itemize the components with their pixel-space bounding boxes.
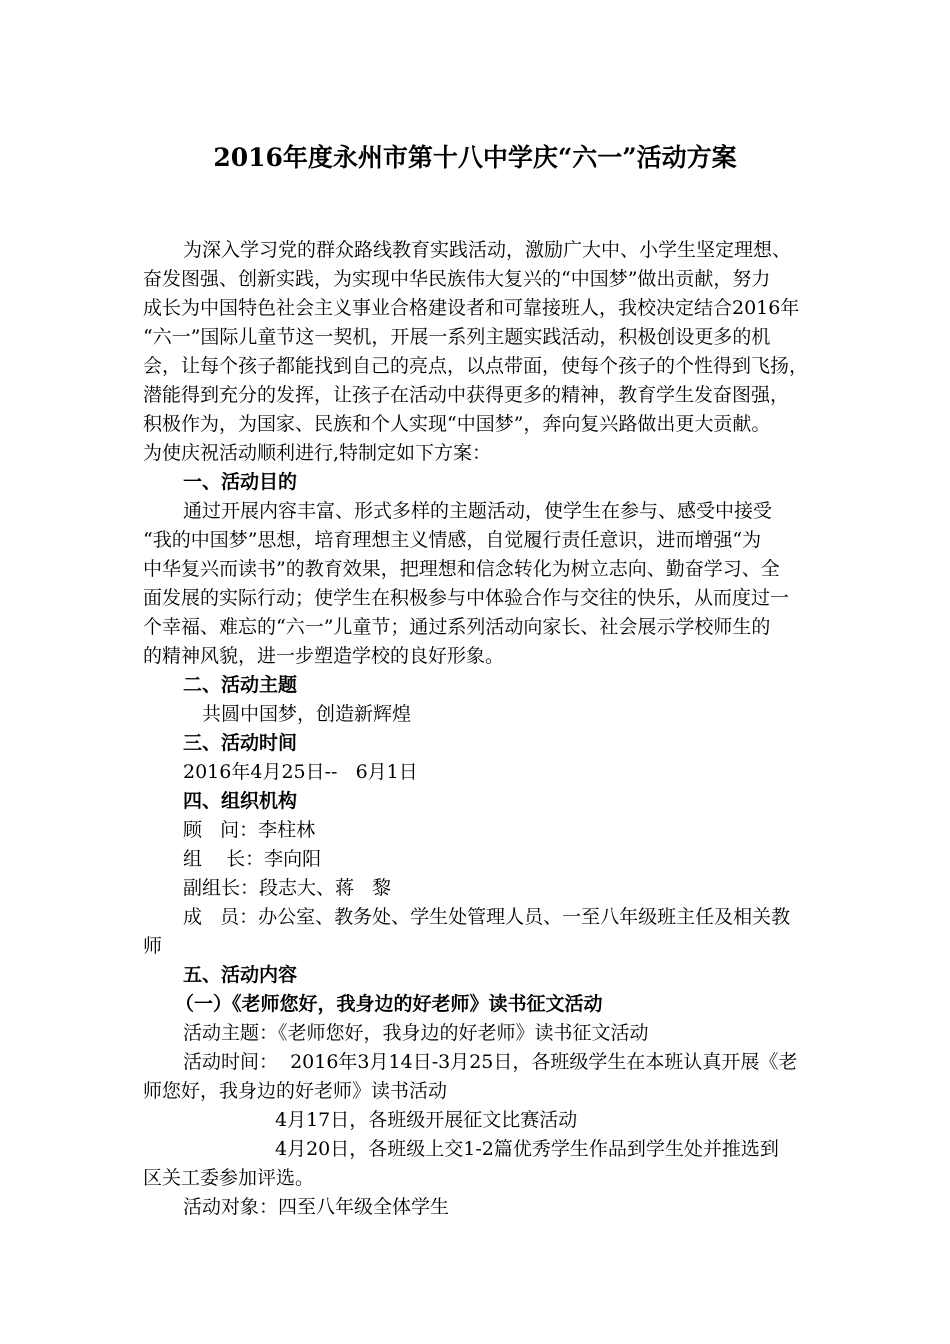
essay-target: 活动对象：四至八年级全体学生 xyxy=(183,1196,450,1218)
intro-line: 成长为中国特色社会主义事业合格建设者和可靠接班人，我校决定结合2016年 xyxy=(143,297,800,319)
intro-line: 会，让每个孩子都能找到自己的亮点，以点带面，使每个孩子的个性得到飞扬， xyxy=(143,355,809,377)
purpose-line: 中华复兴而读书”的教育效果，把理想和信念转化为树立志向、勤奋学习、全 xyxy=(143,558,780,580)
theme-text: 共圆中国梦，创造新辉煌 xyxy=(202,703,412,725)
time-text: 2016年4月25日-- 6月1日 xyxy=(183,761,418,783)
intro-line: 潜能得到充分的发挥，让孩子在活动中获得更多的精神，教育学生发奋图强， xyxy=(143,384,790,406)
document-title: 2016年度永州市第十八中学庆“六一”活动方案 xyxy=(213,143,737,172)
section-heading-time: 三、活动时间 xyxy=(183,732,298,754)
essay-time-cont: 区关工委参加评选。 xyxy=(143,1167,315,1189)
org-advisor: 顾 问：李柱林 xyxy=(183,819,316,841)
intro-line: 为深入学习党的群众路线教育实践活动，激励广大中、小学生坚定理想、 xyxy=(183,239,792,261)
essay-time-cont: 4月20日，各班级上交1-2篇优秀学生作品到学生处并推选到 xyxy=(275,1138,779,1160)
essay-theme: 活动主题：《老师您好，我身边的好老师》读书征文活动 xyxy=(183,1022,649,1044)
intro-line: “六一”国际儿童节这一契机，开展一系列主题实践活动，积极创设更多的机 xyxy=(143,326,771,348)
intro-line: 为使庆祝活动顺利进行,特制定如下方案： xyxy=(143,442,492,464)
org-leader: 组 长：李向阳 xyxy=(183,848,322,870)
intro-line: 奋发图强、创新实践，为实现中华民族伟大复兴的“中国梦”做出贡献，努力 xyxy=(143,268,771,290)
intro-line: 积极作为，为国家、民族和个人实现“中国梦”，奔向复兴路做出更大贡献。 xyxy=(143,413,771,435)
purpose-line: 的精神风貌，进一步塑造学校的良好形象。 xyxy=(143,645,505,667)
essay-time-cont: 4月17日，各班级开展征文比赛活动 xyxy=(275,1109,578,1131)
org-deputy: 副组长：段志大、蒋 黎 xyxy=(183,877,392,899)
purpose-line: 个幸福、难忘的“六一”儿童节；通过系列活动向家长、社会展示学校师生的 xyxy=(143,616,771,638)
subsection-heading-essay: （一）《老师您好，我身边的好老师》读书征文活动 xyxy=(175,993,603,1015)
section-heading-theme: 二、活动主题 xyxy=(183,674,298,696)
org-members-cont: 师 xyxy=(143,935,163,957)
section-heading-organization: 四、组织机构 xyxy=(183,790,298,812)
section-heading-purpose: 一、活动目的 xyxy=(183,471,298,493)
section-heading-content: 五、活动内容 xyxy=(183,964,298,986)
org-members: 成 员：办公室、教务处、学生处管理人员、一至八年级班主任及相关教 xyxy=(183,906,791,928)
purpose-line: 通过开展内容丰富、形式多样的主题活动，使学生在参与、感受中接受 xyxy=(183,500,773,522)
essay-time: 活动时间： 2016年3月14日-3月25日，各班级学生在本班认真开展《老 xyxy=(183,1051,798,1073)
purpose-line: 面发展的实际行动；使学生在积极参与中体验合作与交往的快乐，从而度过一 xyxy=(143,587,790,609)
essay-time-cont: 师您好，我身边的好老师》读书活动 xyxy=(143,1080,448,1102)
purpose-line: “我的中国梦”思想，培育理想主义情感，自觉履行责任意识，进而增强“为 xyxy=(143,529,762,551)
